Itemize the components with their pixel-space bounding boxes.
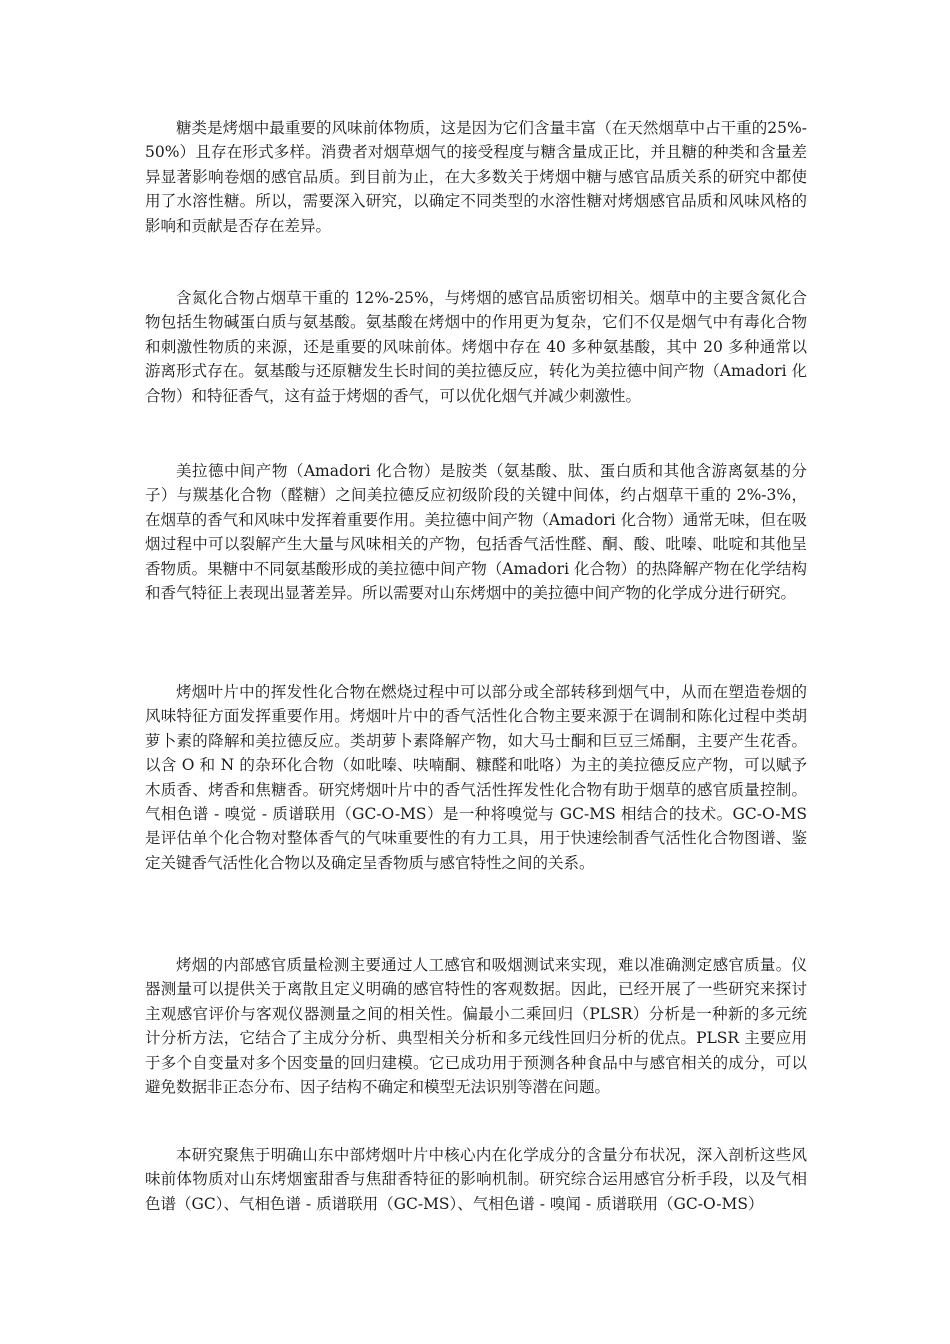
paragraph-sugars: 糖类是烤烟中最重要的风味前体物质，这是因为它们含量丰富（在天然烟草中占干重的25%-50%）且存在形式多样。消费者对烟草烟气的接受程度与糖含量成正比，并且糖的种类和含量差异显著影响卷烟的感官品质。到目前为止，在大多数关于烤烟中糖与感官品质关系的研究中都使用了水溶性糖。所以，需要深入研究，以确定不同类型的水溶性糖对烤烟感官品质和风味风格的影响和贡献是否存在差异。 [145, 119, 807, 235]
paragraph-nitrogen-compounds: 含氮化合物占烟草干重的 12%-25%，与烤烟的感官品质密切相关。烟草中的主要含氮化合物包括生物碱蛋白质与氨基酸。氨基酸在烤烟中的作用更为复杂，它们不仅是烟气中有毒化合物和刺激性物质的来源，还是重要的风味前体。烤烟中存在 40 多种氨基酸，其中 20 多种通常以游离形式存在。氨基酸与还原糖发生长时间的美拉德反应，转化为美拉德中间产物（Amadori 化合物）和特征香气，这有益于烤烟的香气，可以优化烟气并减少刺激性。 [145, 289, 807, 405]
paragraph-study-focus: 本研究聚焦于明确山东中部烤烟叶片中核心内在化学成分的含量分布状况，深入剖析这些风味前体物质对山东烤烟蜜甜香与焦甜香特征的影响机制。研究综合运用感官分析手段，以及气相色谱（GC）、气相色谱 - 质谱联用（GC-MS）、气相色谱 - 嗅闻 - 质谱联用（GC-O-MS） [145, 1146, 807, 1213]
paragraph-amadori-compounds: 美拉德中间产物（Amadori 化合物）是胺类（氨基酸、肽、蛋白质和其他含游离氨基的分子）与羰基化合物（醛糖）之间美拉德反应初级阶段的关键中间体，约占烟草干重的 2%-3%，在烟草的香气和风味中发挥着重要作用。美拉德中间产物（Amadori 化合物）通常无味，但在吸烟过程中可以裂解产生大量与风味相关的产物，包括香气活性醛、酮、酸、吡嗪、吡啶和其他呈香物质。果糖中不同氨基酸形成的美拉德中间产物（Amadori 化合物）的热降解产物在化学结构和香气特征上表现出显著差异。所以需要对山东烤烟中的美拉德中间产物的化学成分进行研究。 [145, 462, 807, 603]
paragraph-volatile-compounds: 烤烟叶片中的挥发性化合物在燃烧过程中可以部分或全部转移到烟气中，从而在塑造卷烟的风味特征方面发挥重要作用。烤烟叶片中的香气活性化合物主要来源于在调制和陈化过程中类胡萝卜素的降解和美拉德反应。类胡萝卜素降解产物，如大马士酮和巨豆三烯酮，主要产生花香。以含 O 和 N 的杂环化合物（如吡嗪、呋喃酮、糠醛和吡咯）为主的美拉德反应产物，可以赋予木质香、烤香和焦糖香。研究烤烟叶片中的香气活性挥发性化合物有助于烟草的感官质量控制。气相色谱 - 嗅觉 - 质谱联用（GC-O-MS）是一种将嗅觉与 GC-MS 相结合的技术。GC-O-MS 是评估单个化合物对整体香气的气味重要性的有力工具，用于快速绘制香气活性化合物图谱、鉴定关键香气活性化合物以及确定呈香物质与感官特性之间的关系。 [145, 683, 807, 872]
paragraph-sensory-quality-plsr: 烤烟的内部感官质量检测主要通过人工感官和吸烟测试来实现，难以准确测定感官质量。仪器测量可以提供关于离散且定义明确的感官特性的客观数据。因此，已经开展了一些研究来探讨主观感官评价与客观仪器测量之间的相关性。偏最小二乘回归（PLSR）分析是一种新的多元统计分析方法，它结合了主成分分析、典型相关分析和多元线性回归分析的优点。PLSR 主要应用于多个自变量对多个因变量的回归建模。它已成功用于预测各种食品中与感官相关的成分，可以避免数据非正态分布、因子结构不确定和模型无法识别等潜在问题。 [145, 956, 807, 1097]
